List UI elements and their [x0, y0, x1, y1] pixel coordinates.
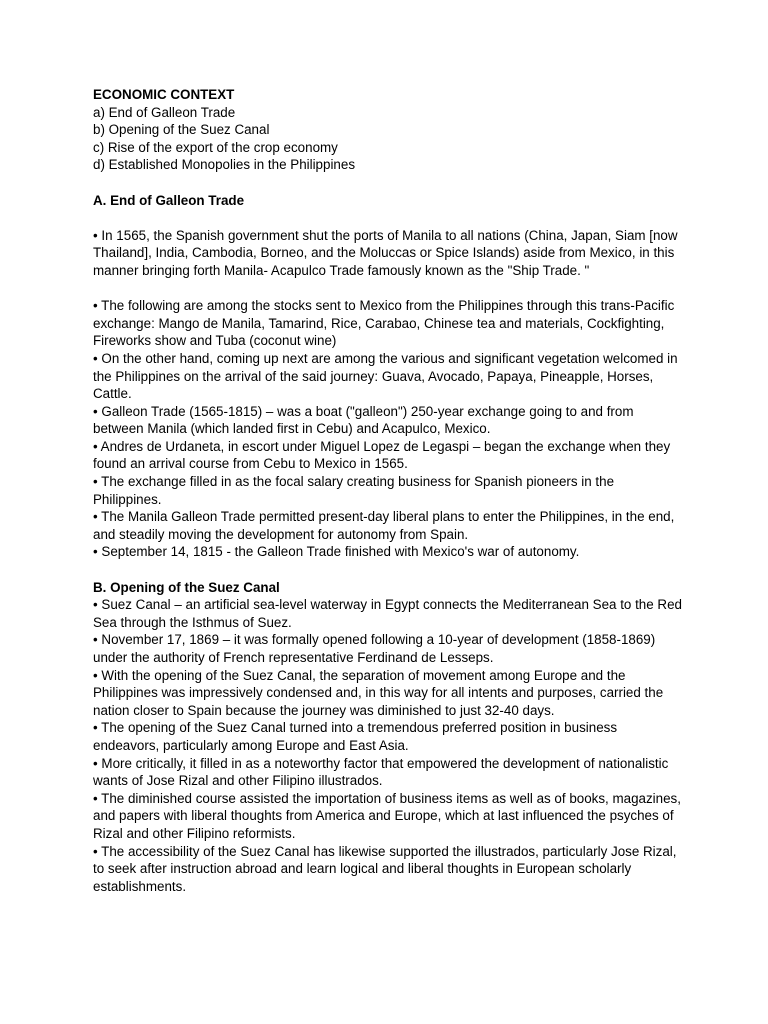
section-a-bullet: • Galleon Trade (1565-1815) – was a boat ("galleon") 250-year exchange going to and from between Manila (which landed first in Cebu) and Acapulco, Mexico. [93, 403, 634, 437]
section-b-bullet: • The accessibility of the Suez Canal has likewise supported the illustrados, particularly Jose Rizal, to seek after instruction abroad and learn logical and liberal thoughts in European scholarly establishments. [93, 843, 677, 894]
section-a-bullet: • The following are among the stocks sent to Mexico from the Philippines through this trans-Pacific exchange: Mango de Manila, Tamarind, Rice, Carabao, Chinese tea and materials, Cockfighting, Fireworks show and Tuba (coconut wine) [93, 298, 675, 349]
context-item-b: b) Opening of the Suez Canal [93, 122, 270, 138]
section-b-bullet: • The diminished course assisted the importation of business items as well as of books, magazines, and papers with liberal thoughts from America and Europe, which at last influenced the psyches of Rizal and other Filipino reformists. [93, 790, 681, 841]
context-item-c: c) Rise of the export of the crop economy [93, 139, 338, 155]
context-item-a: a) End of Galleon Trade [93, 104, 236, 120]
section-a-intro: • In 1565, the Spanish government shut the ports of Manila to all nations (China, Japan, Siam [now Thailand], India, Cambodia, Borneo, and the Moluccas or Spice Islands) aside from Mexico, in this manner bringing forth Manila- Acapulco Trade famously known as the "Ship Trade. " [93, 227, 678, 278]
section-a-bullet: • Andres de Urdaneta, in escort under Miguel Lopez de Legaspi – began the exchange when they found an arrival course from Cebu to Mexico in 1565. [93, 438, 671, 472]
section-b-bullet: • Suez Canal – an artificial sea-level waterway in Egypt connects the Mediterranean Sea to the Red Sea through the Isthmus of Suez. [93, 597, 682, 630]
section-b-bullet: • More critically, it filled in as a noteworthy factor that empowered the development of nationalistic wants of Jose Rizal and other Filipino illustrados. [93, 755, 669, 789]
spacer [93, 209, 683, 227]
section-a-bullet: • September 14, 1815 - the Galleon Trade finished with Mexico's war of autonomy. [93, 544, 580, 560]
spacer [93, 174, 683, 192]
section-a-bullet: • The exchange filled in as the focal salary creating business for Spanish pioneers in the Philippines. [93, 474, 615, 507]
section-b-bullet: • With the opening of the Suez Canal, the separation of movement among Europe and the Philippines was impressively condensed and, in this way for all intents and purposes, carried the nation closer to Spain because the journey was diminished to just 32-40 days. [93, 667, 664, 718]
spacer [93, 561, 683, 579]
section-a-bullet: • The Manila Galleon Trade permitted present-day liberal plans to enter the Philippines, in the end, and steadily moving the development for autonomy from Spain. [93, 509, 675, 542]
section-b-bullet: • The opening of the Suez Canal turned into a tremendous preferred position in business endeavors, particularly among Europe and East Asia. [93, 720, 618, 753]
section-a-heading: A. End of Galleon Trade [93, 192, 245, 208]
section-b-heading: B. Opening of the Suez Canal [93, 579, 280, 595]
spacer [93, 280, 683, 298]
context-item-d: d) Established Monopolies in the Philippines [93, 157, 356, 173]
document-page [93, 86, 683, 895]
section-a-bullet: • On the other hand, coming up next are among the various and significant vegetation welcomed in the Philippines on the arrival of the said journey: Guava, Avocado, Papaya, Pineapple, Horses, Cattle. [93, 350, 678, 402]
economic-context-heading: ECONOMIC CONTEXT [93, 87, 235, 102]
section-b-bullet: • November 17, 1869 – it was formally opened following a 10-year of development (1858-1869) under the authority of French representative Ferdinand de Lesseps. [93, 632, 656, 665]
